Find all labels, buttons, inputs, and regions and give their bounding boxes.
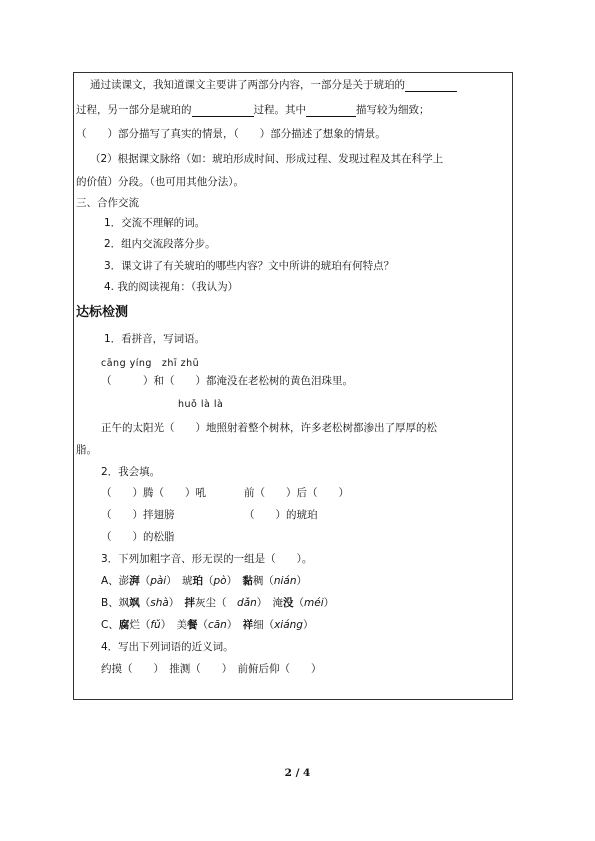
section-3-item: 3．课文讲了有关琥珀的哪些内容？文中所讲的琥珀有何特点？ [104,260,395,272]
intro-line-1: 通过读课文，我知道课文主要讲了两部分内容，一部分是关于琥珀的 [90,78,457,92]
q3-option-b: B、飒飒（shà） 拌灰尘（ dǎn） 淹没（méi） [101,597,335,609]
q2-item: （ ）的松脂 [101,531,175,543]
q1-label: 1．看拼音，写词语。 [104,333,206,345]
section-3-item: 2．组内交流段落分步。 [104,238,216,250]
answer-blank[interactable] [405,80,457,92]
intro-line-2: 过程，另一部分是琥珀的 过程。其中 描写较为细致； [76,104,430,116]
q1-pinyin-2: huǒ là là [178,399,224,410]
answer-blank[interactable] [192,105,254,117]
intro-line-5: 的价值）分段。（也可用其他分法）。 [76,176,244,188]
q2-item: （ ）拌翅膀 [101,509,175,521]
q2-label: 2．我会填。 [101,466,161,478]
q3-label: 3．下列加粗字音、形无误的一组是（ ）。 [101,553,313,565]
section-3-item: 4. 我的阅读视角：（我认为） [104,281,239,293]
q1-sentence-1: （ ）和（ ）都淹没在老松树的黄色泪珠里。 [101,375,353,387]
answer-blank[interactable] [306,105,356,117]
q3-option-c: C、腐烂（fǔ） 美餐（cān） 祥细（xiáng） [101,619,314,631]
section-3-title: 三、合作交流 [76,197,139,209]
page-number: 2 / 4 [284,767,311,779]
q4-line: 约摸（ ） 推测（ ） 前俯后仰（ ） [101,663,322,675]
q1-sentence-3: 脂。 [76,444,97,456]
q1-sentence-2: 正午的太阳光（ ）地照射着整个树林，许多老松树都渗出了厚厚的松 [101,422,437,434]
q2-item: （ ）的琥珀 [244,509,318,521]
q3-option-a: A、澎湃（pài） 琥珀（pò） 黏稠（nián） [101,575,307,587]
intro-line-3: （ ）部分描写了真实的情景，（ ）部分描述了想象的情景。 [76,128,386,140]
q2-item: 前（ ）后（ ） [244,487,349,499]
section-3-item: 1．交流不理解的词。 [104,217,206,229]
intro-line-4: （2）根据课文脉络（如：琥珀形成时间、形成过程、发现过程及其在科学上 [90,153,444,165]
q1-pinyin-1: cāng yíng zhī zhū [101,358,200,369]
q4-label: 4．写出下列词语的近义词。 [101,641,234,653]
q2-item: （ ）腾（ ）吼 [101,487,206,499]
check-section-title: 达标检测 [76,305,129,320]
